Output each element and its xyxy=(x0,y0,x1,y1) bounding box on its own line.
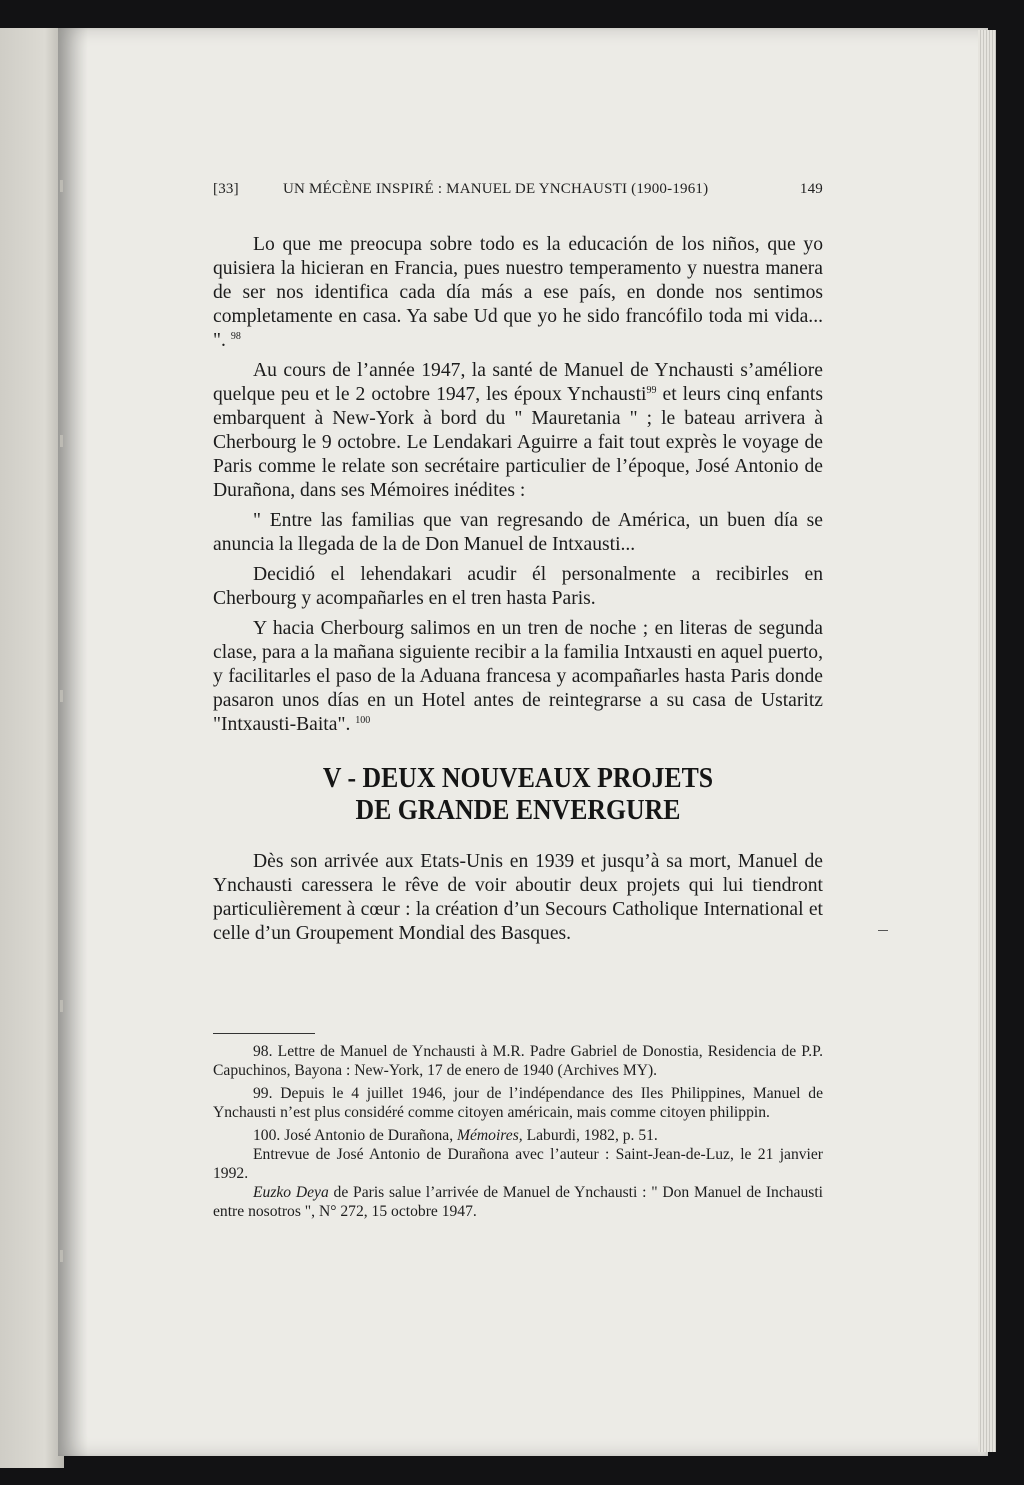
running-head xyxy=(213,181,823,201)
section-heading-line-1: V - DEUX NOUVEAUX PROJETS xyxy=(322,763,714,794)
footnote-ref-98[interactable]: 98 xyxy=(230,331,241,342)
paragraph-cherbourg: Y hacia Cherbourg salimos en un tren de noche ; en literas de segunda clase, para a la mañana siguiente recibir a la familia Intxausti en aquel puerto, y facilitarles el paso de la Aduana francesa y acompañarles hasta Paris donde pasaron unos días en un Hotel antes de reintegrarse a su casa de Ustaritz "Intxausti-Baita". $^{100}$ xyxy=(213,618,823,735)
paragraph-projects: Dès son arrivée aux Etats-Unis en 1939 et jusqu’à sa mort, Manuel de Ynchausti caressera le rêve de voir aboutir deux projets qui lui tiendront particulièrement à cœur : la création d’un Secours Catholique International et celle d’un Groupement Mondial des Basques. xyxy=(213,851,823,944)
footnote-rule xyxy=(213,1033,315,1034)
paragraph-quote-end: Lo que me preocupa sobre todo es la educación de los niños, que yo quisiera la hicieran en Francia, pues nuestro temperamento y nuestra manera de ser nos identifica cada día más a ese país, en donde nos sentimos completamente en casa. Ya sabe Ud que yo he sido francófilo toda mi vida... ". $^{98}$ xyxy=(213,234,823,351)
paragraph-lehendakari: Decidió el lehendakari acudir él personalmente a recibirles en Cherbourg y acompañarles en el tren hasta Paris. xyxy=(213,564,823,609)
footnote-100-press: Euzko Deya de Paris salue l’arrivée de Manuel de Ynchausti : " Don Manuel de Inchausti entre nosotros ", N° 272, 15 octobre 1947. xyxy=(213,1184,823,1220)
paragraph-quote-start: " Entre las familias que van regresando de América, un buen día se anuncia la llegada de la de Don Manuel de Intxausti... xyxy=(213,510,823,555)
footnote-100: 100. José Antonio de Durañona, Mémoires, Laburdi, 1982, p. 51. xyxy=(253,1127,658,1144)
footnote-ref-99[interactable]: 99 xyxy=(646,385,657,396)
chapter-number: [33] xyxy=(213,181,239,197)
footnote-100-interview: Entrevue de José Antonio de Durañona avec l’auteur : Saint-Jean-de-Luz, le 21 janvier 1992. xyxy=(213,1146,823,1182)
footnote-ref-100[interactable]: 100 xyxy=(355,715,371,726)
footnote-99: 99. Depuis le 4 juillet 1946, jour de l’indépendance des Iles Philippines, Manuel de Ynchausti n’est plus considéré comme citoyen américain, mais comme citoyen philippin. xyxy=(213,1085,823,1121)
running-title: UN MÉCÈNE INSPIRÉ : MANUEL DE YNCHAUSTI (1900-1961) xyxy=(283,181,709,197)
body-text xyxy=(213,233,823,743)
margin-mark xyxy=(878,930,888,931)
footnote-98: 98. Lettre de Manuel de Ynchausti à M.R. Padre Gabriel de Donostia, Residencia de P.P. Capuchinos, Bayona : New-York, 17 de enero de 1940 (Archives MY). xyxy=(213,1043,823,1079)
section-heading-line-2: DE GRANDE ENVERGURE xyxy=(355,795,681,826)
page-number: 149 xyxy=(799,181,823,197)
footnotes xyxy=(213,1042,823,1221)
section-text xyxy=(213,850,823,946)
section-heading xyxy=(237,763,798,827)
paragraph-1947: Au cours de l’année 1947, la santé de Manuel de Ynchausti s’améliore quelque peu et le 2 octobre 1947, les époux Ynchausti$^{99}$ et leurs cinq enfants embarquent à New-York à bord du " Mauretania " ; le bateau arrivera à Cherbourg le 9 octobre. Le Lendakari Aguirre a fait tout exprès le voyage de Paris comme le relate son secrétaire particulier de l’époque, José Antonio de Durañona, dans ses Mémoires inédites : xyxy=(213,360,824,501)
